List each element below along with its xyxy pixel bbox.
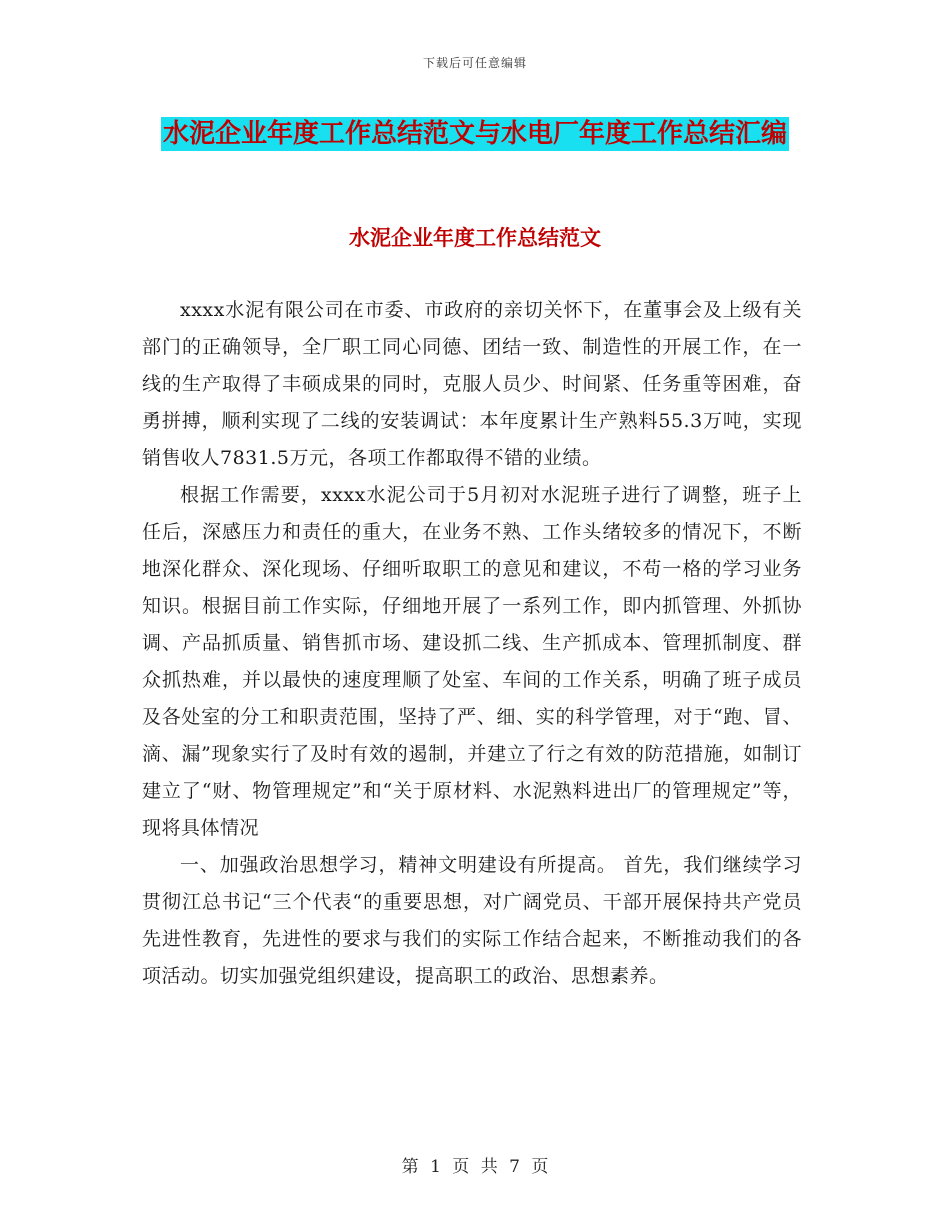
header-note: 下载后可任意编辑 [422, 56, 527, 70]
section-title: 水泥企业年度工作总结范文 [349, 226, 601, 250]
paragraph: xxxx水泥有限公司在市委、市政府的亲切关怀下，在董事会及上级有关部门的正确领导，全厂职工同心同德、团结一致、制造性的开展工作，在一线的生产取得了丰硕成果的同时，克服人员少、时间紧、任务重等困难，奋勇拼搏，顺利实现了二线的安装调试：本年度累计生产熟料55.3万吨，实现销售收人7831.5万元，各项工作都取得不错的业绩。 [142, 299, 802, 469]
page-footer: 第 1 页 共 7 页 [401, 1157, 549, 1177]
document-title-text: 水泥企业年度工作总结范文与水电厂年度工作总结汇编 [162, 119, 787, 149]
paragraph: 根据工作需要，xxxx水泥公司于5月初对水泥班子进行了调整，班子上任后，深感压力和责任的重大，在业务不熟、工作头绪较多的情况下，不断地深化群众、深化现场、仔细听取职工的意见和建议，不苟一格的学习业务知识。根据目前工作实际，仔细地开展了一系列工作，即内抓管理、外抓协调、产品抓质量、销售抓市场、建设抓二线、生产抓成本、管理抓制度、群众抓热难，并以最快的速度理顺了处室、车间的工作关系，明确了班子成员及各处室的分工和职责范围，坚持了严、细、实的科学管理，对于“跑、冒、滴、漏”现象实行了及时有效的遏制，并建立了行之有效的防范措施，如制订建立了“财、物管理规定”和“关于原材料、水泥熟料进出厂的管理规定”等，现将具体情况 [142, 484, 802, 839]
document-body [142, 292, 802, 995]
paragraph: 一、加强政治思想学习，精神文明建设有所提高。 首先，我们继续学习贯彻江总书记“三个代表“的重要思想，对广阔党员、干部开展保持共产党员先进性教育，先进性的要求与我们的实际工作结合起来，不断推动我们的各项活动。切实加强党组织建设，提高职工的政治、思想素养。 [142, 854, 802, 987]
document-title [140, 112, 810, 156]
